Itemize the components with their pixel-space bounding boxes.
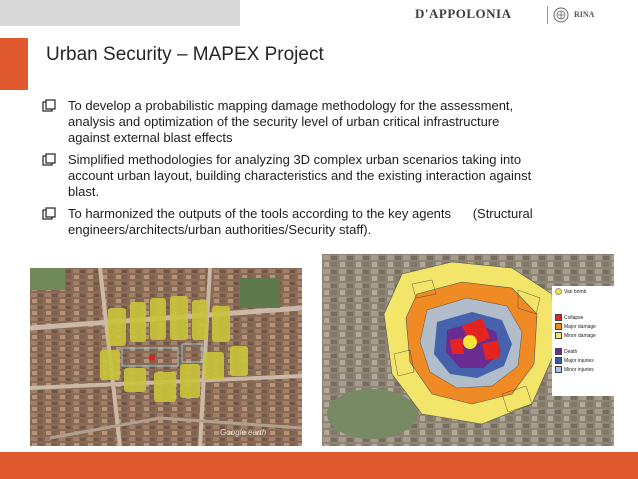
- aerial-map-image: [30, 268, 302, 446]
- bullet-list: [42, 98, 608, 244]
- legend-item-major-injuries: Major injuries: [555, 357, 594, 365]
- map-legend: [552, 286, 614, 396]
- slide-title: Urban Security – MAPEX Project: [46, 44, 324, 65]
- title-accent-bar: [0, 38, 28, 90]
- bullet-text: Simplified methodologies for analyzing 3D complex urban scenarios taking into account urban layout, building characteristics and the existing interaction against blast.: [68, 152, 532, 199]
- aerial-damage-map: [30, 268, 302, 446]
- bullet-item: [42, 98, 608, 146]
- bullet-item: [42, 152, 608, 200]
- death-swatch: [555, 348, 562, 355]
- major-injuries-swatch: [555, 357, 562, 364]
- legend-item-major-damage: Major damage: [555, 323, 596, 331]
- logo-divider: [547, 6, 548, 24]
- legend-item-minor-injuries: Minor injuries: [555, 366, 594, 374]
- rina-logo-text: RINA: [574, 10, 595, 19]
- legend-item-collapse: Collapse: [555, 314, 583, 322]
- van-bomb-marker: [463, 335, 477, 349]
- legend-item-death: Death: [555, 348, 577, 356]
- bullet-item: [42, 206, 608, 238]
- major-damage-swatch: [555, 323, 562, 330]
- collapse-swatch: [555, 314, 562, 321]
- minor-injuries-swatch: [555, 366, 562, 373]
- bullet-text: To develop a probabilistic mapping damage methodology for the assessment, analysis and optimization of the security level of urban critical infrastructure against external blast effects: [68, 98, 514, 145]
- legend-item-van-bomb: Van bomb: [555, 288, 586, 296]
- blast-point-marker: [149, 355, 155, 361]
- header-bar: [0, 0, 240, 26]
- footer-bar: [0, 452, 638, 479]
- rina-seal-icon: [553, 7, 569, 23]
- minor-damage-swatch: [555, 332, 562, 339]
- checkbox-bullet-icon: [42, 153, 56, 167]
- company-logos: [415, 4, 625, 26]
- map-watermark: Google earth: [220, 428, 267, 437]
- dappolonia-logo: D'APPOLONIA: [415, 6, 512, 21]
- legend-item-minor-damage: Minor damage: [555, 332, 596, 340]
- bullet-text: To harmonized the outputs of the tools according to the key agents (Structural engineers/architects/urban authorities/Security staff).: [68, 206, 533, 237]
- checkbox-bullet-icon: [42, 99, 56, 113]
- van-bomb-legend-icon: [555, 288, 562, 295]
- checkbox-bullet-icon: [42, 207, 56, 221]
